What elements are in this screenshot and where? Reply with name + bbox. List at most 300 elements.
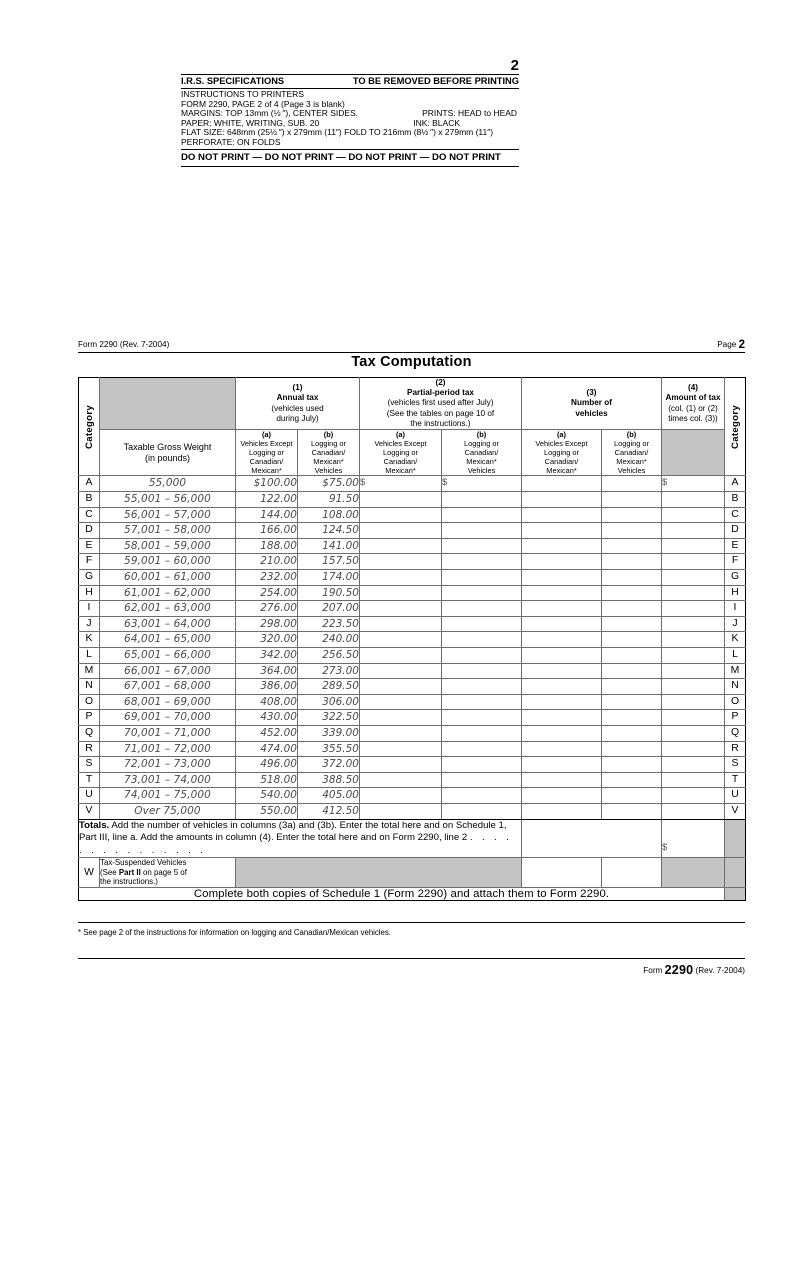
instructions-heading: INSTRUCTIONS TO PRINTERS: [181, 89, 304, 99]
subheader-1b-line2: Canadian/: [311, 448, 346, 458]
row-annual-tax-a: 342.00: [236, 648, 298, 664]
form-footer-text: [78, 959, 745, 977]
tax-suspended-shaded-category-col: [725, 858, 746, 887]
ink-text: INK: BLACK: [413, 117, 461, 128]
row-annual-tax-a: 496.00: [236, 757, 298, 773]
tax-computation-table: [78, 377, 746, 901]
row-annual-tax-b: 91.50: [298, 492, 360, 508]
row-taxable-gross-weight: 63,001 – 64,000: [100, 616, 236, 632]
tax-suspended-line1: Tax-Suspended Vehicles: [100, 858, 187, 868]
row-partial-tax-b-input[interactable]: [442, 523, 522, 539]
row-number-vehicles-a-input[interactable]: [522, 616, 602, 632]
row-category-left: T: [79, 772, 100, 788]
row-number-vehicles-b-input[interactable]: [602, 788, 662, 804]
printer-block-rule-bottom: [181, 166, 519, 167]
printer-instructions-lines: [181, 89, 519, 149]
row-category-right: F: [725, 554, 746, 570]
row-category-right: O: [725, 694, 746, 710]
row-number-vehicles-b-input[interactable]: [602, 492, 662, 508]
row-partial-tax-b-input[interactable]: [442, 507, 522, 523]
column-4-title: Amount of tax: [665, 393, 721, 403]
row-taxable-gross-weight: 55,000: [100, 476, 236, 492]
table-row: [79, 523, 746, 539]
category-header-right-label: Category: [729, 404, 741, 449]
row-partial-tax-a-input[interactable]: [360, 570, 442, 586]
row-partial-tax-b-input[interactable]: [442, 710, 522, 726]
column-3-header: [522, 378, 662, 430]
row-partial-tax-a-input[interactable]: [360, 554, 442, 570]
row-annual-tax-a: 210.00: [236, 554, 298, 570]
row-partial-tax-b-input[interactable]: [442, 741, 522, 757]
subheader-1b-line4: Vehicles: [314, 466, 343, 476]
row-number-vehicles-a-input[interactable]: [522, 476, 602, 492]
row-partial-tax-a-input[interactable]: [360, 616, 442, 632]
row-taxable-gross-weight: 60,001 – 61,000: [100, 570, 236, 586]
table-row: [79, 616, 746, 632]
row-number-vehicles-b-input[interactable]: [602, 601, 662, 617]
column-2-header: [360, 378, 522, 430]
row-annual-tax-b: 174.00: [298, 570, 360, 586]
taxable-gross-weight-spacer: [100, 378, 236, 430]
row-partial-tax-a-input[interactable]: [360, 632, 442, 648]
row-number-vehicles-b-input[interactable]: [602, 507, 662, 523]
table-row: [79, 492, 746, 508]
row-category-right: V: [725, 803, 746, 819]
row-number-vehicles-a-input[interactable]: [522, 710, 602, 726]
column-2-sub1: (vehicles first used after July): [387, 398, 494, 408]
row-category-right: C: [725, 507, 746, 523]
row-partial-tax-b-input[interactable]: [442, 648, 522, 664]
tax-suspended-row: [79, 858, 746, 887]
row-number-vehicles-b-input[interactable]: [602, 803, 662, 819]
subheader-1a-line4: Mexican*: [251, 466, 282, 476]
row-annual-tax-a: 144.00: [236, 507, 298, 523]
row-number-vehicles-b-input[interactable]: [602, 772, 662, 788]
complete-schedule-notice: Complete both copies of Schedule 1 (Form 2290) and attach them to Form 2290.: [79, 887, 725, 900]
row-number-vehicles-a-input[interactable]: [522, 772, 602, 788]
row-number-vehicles-a-input[interactable]: [522, 648, 602, 664]
subheader-1b-line3: Mexican*: [313, 457, 344, 467]
row-category-right: B: [725, 492, 746, 508]
row-category-right: Q: [725, 725, 746, 741]
row-amount-of-tax-input[interactable]: [662, 492, 725, 508]
row-amount-of-tax-input[interactable]: [662, 554, 725, 570]
subheader-2a-label: (a): [395, 430, 406, 440]
row-annual-tax-a: 430.00: [236, 710, 298, 726]
row-partial-tax-b-input[interactable]: [442, 757, 522, 773]
row-partial-tax-a-input[interactable]: [360, 757, 442, 773]
row-partial-tax-b-input[interactable]: [442, 538, 522, 554]
row-partial-tax-a-input[interactable]: [360, 507, 442, 523]
printer-block-page-number: 2: [510, 57, 519, 74]
row-partial-tax-b-input[interactable]: [442, 679, 522, 695]
row-taxable-gross-weight: 58,001 – 59,000: [100, 538, 236, 554]
row-annual-tax-b: 306.00: [298, 694, 360, 710]
row-category-left: S: [79, 757, 100, 773]
row-partial-tax-a-input[interactable]: [360, 663, 442, 679]
table-row: [79, 663, 746, 679]
subheader-3a: [522, 430, 602, 476]
table-row: [79, 741, 746, 757]
column-4-number: (4): [687, 383, 698, 393]
row-number-vehicles-a-input[interactable]: [522, 663, 602, 679]
row-amount-of-tax-input[interactable]: [662, 648, 725, 664]
row-number-vehicles-a-input[interactable]: [522, 507, 602, 523]
table-row: [79, 694, 746, 710]
row-number-vehicles-b-input[interactable]: [602, 757, 662, 773]
tax-suspended-number-vehicles-a-input[interactable]: [522, 858, 602, 887]
row-category-left: U: [79, 788, 100, 804]
row-number-vehicles-b-input[interactable]: [602, 725, 662, 741]
row-annual-tax-a: 408.00: [236, 694, 298, 710]
column-4-subheader-spacer: [662, 430, 725, 476]
tax-suspended-part-reference: Part II: [118, 867, 141, 877]
row-category-left: P: [79, 710, 100, 726]
row-annual-tax-a: 550.00: [236, 803, 298, 819]
totals-row: [79, 819, 746, 858]
row-taxable-gross-weight: Over 75,000: [100, 803, 236, 819]
column-2-title: Partial-period tax: [407, 388, 474, 398]
page-indicator: [717, 340, 745, 350]
row-number-vehicles-b-input[interactable]: [602, 710, 662, 726]
row-partial-tax-a-input[interactable]: [360, 585, 442, 601]
footer-form-label: Form: [643, 966, 663, 975]
row-partial-tax-b-input[interactable]: [442, 694, 522, 710]
row-amount-of-tax-input[interactable]: [662, 694, 725, 710]
row-amount-of-tax-input[interactable]: [662, 803, 725, 819]
row-number-vehicles-a-input[interactable]: [522, 538, 602, 554]
row-annual-tax-b: 240.00: [298, 632, 360, 648]
row-category-left: Q: [79, 725, 100, 741]
row-category-right: M: [725, 663, 746, 679]
row-number-vehicles-b-input[interactable]: [602, 679, 662, 695]
row-amount-of-tax-input[interactable]: [662, 725, 725, 741]
row-amount-of-tax-input[interactable]: [662, 632, 725, 648]
row-amount-of-tax-input[interactable]: [662, 788, 725, 804]
row-annual-tax-b: 157.50: [298, 554, 360, 570]
row-amount-of-tax-input[interactable]: [662, 772, 725, 788]
row-partial-tax-b-input[interactable]: [442, 725, 522, 741]
row-category-left: F: [79, 554, 100, 570]
row-taxable-gross-weight: 70,001 – 71,000: [100, 725, 236, 741]
instruction-perforate-line: PERFORATE: ON FOLDS: [181, 136, 281, 147]
row-category-left: L: [79, 648, 100, 664]
footer-form-revision: (Rev. 7-2004): [695, 966, 745, 975]
row-partial-tax-a-input[interactable]: [360, 803, 442, 819]
row-number-vehicles-b-input[interactable]: [602, 476, 662, 492]
footnote-text: * See page 2 of the instructions for information on logging and Canadian/Mexican vehicles.: [78, 928, 391, 937]
footer-form-number: 2290: [664, 963, 694, 977]
row-partial-tax-a-input[interactable]: [360, 523, 442, 539]
row-number-vehicles-a-input[interactable]: [522, 788, 602, 804]
row-partial-tax-b-input[interactable]: [442, 601, 522, 617]
row-partial-tax-a-input[interactable]: [360, 648, 442, 664]
taxable-gross-weight-line1: Taxable Gross Weight: [123, 441, 212, 452]
row-annual-tax-b: 289.50: [298, 679, 360, 695]
row-partial-tax-a-input[interactable]: $: [360, 476, 442, 492]
row-annual-tax-a: $100.00: [236, 476, 298, 492]
row-annual-tax-b: 141.00: [298, 538, 360, 554]
row-category-left: N: [79, 679, 100, 695]
subheader-2a-line3: Canadian/: [383, 457, 418, 467]
subheader-2b-line2: Canadian/: [464, 448, 499, 458]
row-taxable-gross-weight: 61,001 – 62,000: [100, 585, 236, 601]
row-amount-of-tax-input[interactable]: [662, 601, 725, 617]
row-annual-tax-b: $75.00: [298, 476, 360, 492]
row-taxable-gross-weight: 67,001 – 68,000: [100, 679, 236, 695]
row-taxable-gross-weight: 55,001 – 56,000: [100, 492, 236, 508]
instruction-flatsize-line: FLAT SIZE: 648mm (25½ ″) x 279mm (11″) FOLD TO 216mm (8½ ″) x 279mm (11″): [181, 127, 494, 138]
row-partial-tax-b-input[interactable]: [442, 663, 522, 679]
subheader-2a: [360, 430, 442, 476]
subheader-3b-line2: Canadian/: [614, 448, 649, 458]
row-annual-tax-b: 388.50: [298, 772, 360, 788]
row-category-right: D: [725, 523, 746, 539]
row-number-vehicles-a-input[interactable]: [522, 554, 602, 570]
column-1-title: Annual tax: [276, 393, 319, 403]
row-amount-of-tax-input[interactable]: [662, 616, 725, 632]
form-header-rule: [78, 352, 745, 353]
row-annual-tax-b: 256.50: [298, 648, 360, 664]
row-amount-of-tax-input[interactable]: [662, 585, 725, 601]
table-row: [79, 476, 746, 492]
row-number-vehicles-a-input[interactable]: [522, 492, 602, 508]
category-header-left-label: Category: [83, 404, 95, 449]
row-number-vehicles-b-input[interactable]: [602, 570, 662, 586]
table-row: [79, 788, 746, 804]
row-partial-tax-b-input[interactable]: [442, 788, 522, 804]
row-category-right: S: [725, 757, 746, 773]
row-partial-tax-a-input[interactable]: [360, 772, 442, 788]
row-category-right: G: [725, 570, 746, 586]
row-annual-tax-a: 276.00: [236, 601, 298, 617]
row-partial-tax-b-input[interactable]: [442, 492, 522, 508]
row-taxable-gross-weight: 64,001 – 65,000: [100, 632, 236, 648]
row-number-vehicles-a-input[interactable]: [522, 679, 602, 695]
table-row: [79, 803, 746, 819]
row-taxable-gross-weight: 56,001 – 57,000: [100, 507, 236, 523]
row-amount-of-tax-input[interactable]: [662, 523, 725, 539]
row-taxable-gross-weight: 73,001 – 74,000: [100, 772, 236, 788]
row-partial-tax-b-input[interactable]: [442, 632, 522, 648]
row-partial-tax-b-input[interactable]: [442, 585, 522, 601]
row-annual-tax-a: 540.00: [236, 788, 298, 804]
row-partial-tax-a-input[interactable]: [360, 538, 442, 554]
row-category-right: H: [725, 585, 746, 601]
tax-suspended-shaded-amount-col: [662, 858, 725, 887]
row-number-vehicles-b-input[interactable]: [602, 694, 662, 710]
row-partial-tax-b-input[interactable]: $: [442, 476, 522, 492]
row-number-vehicles-b-input[interactable]: [602, 741, 662, 757]
column-2-number: (2): [435, 378, 446, 387]
row-annual-tax-a: 386.00: [236, 679, 298, 695]
row-category-left: K: [79, 632, 100, 648]
row-amount-of-tax-input[interactable]: [662, 679, 725, 695]
row-annual-tax-b: 273.00: [298, 663, 360, 679]
prints-text: PRINTS: HEAD to HEAD: [422, 108, 518, 119]
totals-row-shaded-spacer: [725, 819, 746, 858]
row-category-right: E: [725, 538, 746, 554]
row-partial-tax-b-input[interactable]: [442, 772, 522, 788]
row-category-right: J: [725, 616, 746, 632]
row-category-right: K: [725, 632, 746, 648]
row-category-left: D: [79, 523, 100, 539]
row-annual-tax-a: 364.00: [236, 663, 298, 679]
totals-label: Totals.: [79, 819, 110, 831]
do-not-print-banner: DO NOT PRINT — DO NOT PRINT — DO NOT PRINT — DO NOT PRINT: [181, 151, 501, 163]
row-partial-tax-a-input[interactable]: [360, 679, 442, 695]
column-1-header: [236, 378, 360, 430]
tax-suspended-line2: (See Part II on page 5 of: [100, 867, 187, 877]
row-category-right: N: [725, 679, 746, 695]
table-row: [79, 648, 746, 664]
row-number-vehicles-a-input[interactable]: [522, 632, 602, 648]
row-partial-tax-a-input[interactable]: [360, 710, 442, 726]
row-partial-tax-a-input[interactable]: [360, 741, 442, 757]
subheader-1a: [236, 430, 298, 476]
row-category-left: M: [79, 663, 100, 679]
row-category-right: R: [725, 741, 746, 757]
row-annual-tax-b: 339.00: [298, 725, 360, 741]
row-partial-tax-b-input[interactable]: [442, 554, 522, 570]
row-annual-tax-b: 412.50: [298, 803, 360, 819]
row-category-right: U: [725, 788, 746, 804]
row-annual-tax-a: 320.00: [236, 632, 298, 648]
row-number-vehicles-a-input[interactable]: [522, 523, 602, 539]
printer-block-title-row: [181, 75, 519, 88]
margins-text: MARGINS: TOP 13mm (½ ″), CENTER SIDES.: [181, 108, 359, 119]
column-1-number: (1): [292, 383, 303, 393]
row-amount-of-tax-input[interactable]: [662, 538, 725, 554]
row-annual-tax-a: 188.00: [236, 538, 298, 554]
totals-amount-of-tax-input[interactable]: $: [662, 819, 725, 858]
column-3-title-line2: vehicles: [575, 408, 608, 418]
row-number-vehicles-b-input[interactable]: [602, 523, 662, 539]
row-annual-tax-b: 372.00: [298, 757, 360, 773]
complete-notice-shaded-spacer: [725, 887, 746, 900]
table-row: [79, 585, 746, 601]
row-taxable-gross-weight: 57,001 – 58,000: [100, 523, 236, 539]
footnote-block: [78, 922, 745, 938]
row-number-vehicles-a-input[interactable]: [522, 601, 602, 617]
row-number-vehicles-b-input[interactable]: [602, 663, 662, 679]
column-4-sub2: times col. (3)): [668, 413, 718, 423]
row-number-vehicles-b-input[interactable]: [602, 648, 662, 664]
row-number-vehicles-a-input[interactable]: [522, 570, 602, 586]
column-2-sub2: (See the tables on page 10 of: [386, 408, 495, 418]
row-partial-tax-b-input[interactable]: [442, 570, 522, 586]
row-amount-of-tax-input[interactable]: [662, 710, 725, 726]
subheader-3a-line4: Mexican*: [546, 466, 577, 476]
row-number-vehicles-b-input[interactable]: [602, 616, 662, 632]
subheader-2b-line3: Mexican*: [466, 457, 497, 467]
subheader-1b-line1: Logging or: [311, 439, 346, 449]
tax-suspended-number-vehicles-b-input[interactable]: [602, 858, 662, 887]
table-row: [79, 725, 746, 741]
table-row: [79, 601, 746, 617]
row-category-right: A: [725, 476, 746, 492]
row-amount-of-tax-input[interactable]: [662, 757, 725, 773]
row-category-left: V: [79, 803, 100, 819]
row-number-vehicles-a-input[interactable]: [522, 585, 602, 601]
tax-suspended-shaded-tax-cols: [236, 858, 522, 887]
row-amount-of-tax-input[interactable]: [662, 507, 725, 523]
row-number-vehicles-a-input[interactable]: [522, 694, 602, 710]
row-annual-tax-a: 518.00: [236, 772, 298, 788]
row-category-left: G: [79, 570, 100, 586]
subheader-3b: [602, 430, 662, 476]
row-category-left: R: [79, 741, 100, 757]
row-partial-tax-b-input[interactable]: [442, 803, 522, 819]
row-taxable-gross-weight: 72,001 – 73,000: [100, 757, 236, 773]
row-taxable-gross-weight: 66,001 – 67,000: [100, 663, 236, 679]
row-partial-tax-a-input[interactable]: [360, 788, 442, 804]
row-category-left: C: [79, 507, 100, 523]
row-annual-tax-a: 452.00: [236, 725, 298, 741]
row-category-left: O: [79, 694, 100, 710]
taxable-gross-weight-line2: (in pounds): [144, 452, 191, 463]
complete-notice-row: [79, 887, 746, 900]
row-number-vehicles-a-input[interactable]: [522, 741, 602, 757]
row-taxable-gross-weight: 65,001 – 66,000: [100, 648, 236, 664]
row-annual-tax-b: 108.00: [298, 507, 360, 523]
row-partial-tax-a-input[interactable]: [360, 694, 442, 710]
row-category-left: A: [79, 476, 100, 492]
row-annual-tax-a: 474.00: [236, 741, 298, 757]
table-row: [79, 632, 746, 648]
row-partial-tax-a-input[interactable]: [360, 725, 442, 741]
row-number-vehicles-a-input[interactable]: [522, 725, 602, 741]
row-taxable-gross-weight: 59,001 – 60,000: [100, 554, 236, 570]
subheader-2b-label: (b): [476, 430, 487, 440]
row-annual-tax-a: 166.00: [236, 523, 298, 539]
row-amount-of-tax-input[interactable]: [662, 570, 725, 586]
row-number-vehicles-b-input[interactable]: [602, 554, 662, 570]
row-annual-tax-a: 254.00: [236, 585, 298, 601]
row-annual-tax-a: 122.00: [236, 492, 298, 508]
row-number-vehicles-b-input[interactable]: [602, 632, 662, 648]
row-amount-of-tax-input[interactable]: [662, 741, 725, 757]
column-4-header: [662, 378, 725, 430]
row-partial-tax-a-input[interactable]: [360, 492, 442, 508]
row-category-left: E: [79, 538, 100, 554]
row-number-vehicles-a-input[interactable]: [522, 803, 602, 819]
row-number-vehicles-b-input[interactable]: [602, 538, 662, 554]
row-partial-tax-b-input[interactable]: [442, 616, 522, 632]
table-row: [79, 757, 746, 773]
row-category-left: J: [79, 616, 100, 632]
subheader-3b-line3: Mexican*: [616, 457, 647, 467]
subheader-1b: [298, 430, 360, 476]
totals-instruction-text: Totals. Add the number of vehicles in columns (3a) and (3b). Enter the total here and on Schedule 1, Part III, line a. Add the amounts in column (4). Enter the total here and on Form 2290, line 2 . . . . . . . . . . . . . . .: [79, 819, 522, 858]
subheader-3b-label: (b): [626, 430, 637, 440]
subheader-2a-line1: Vehicles Except: [374, 439, 427, 449]
row-partial-tax-a-input[interactable]: [360, 601, 442, 617]
row-taxable-gross-weight: 74,001 – 75,000: [100, 788, 236, 804]
row-annual-tax-b: 322.50: [298, 710, 360, 726]
row-category-right: L: [725, 648, 746, 664]
row-amount-of-tax-input[interactable]: [662, 663, 725, 679]
row-taxable-gross-weight: 62,001 – 63,000: [100, 601, 236, 617]
row-number-vehicles-a-input[interactable]: [522, 757, 602, 773]
row-amount-of-tax-input[interactable]: $: [662, 476, 725, 492]
column-1-sub1: (vehicles used: [271, 403, 324, 413]
row-taxable-gross-weight: 69,001 – 70,000: [100, 710, 236, 726]
subheader-1a-line1: Vehicles Except: [240, 439, 293, 449]
totals-number-of-vehicles-input[interactable]: [522, 819, 662, 858]
row-category-right: T: [725, 772, 746, 788]
row-number-vehicles-b-input[interactable]: [602, 585, 662, 601]
